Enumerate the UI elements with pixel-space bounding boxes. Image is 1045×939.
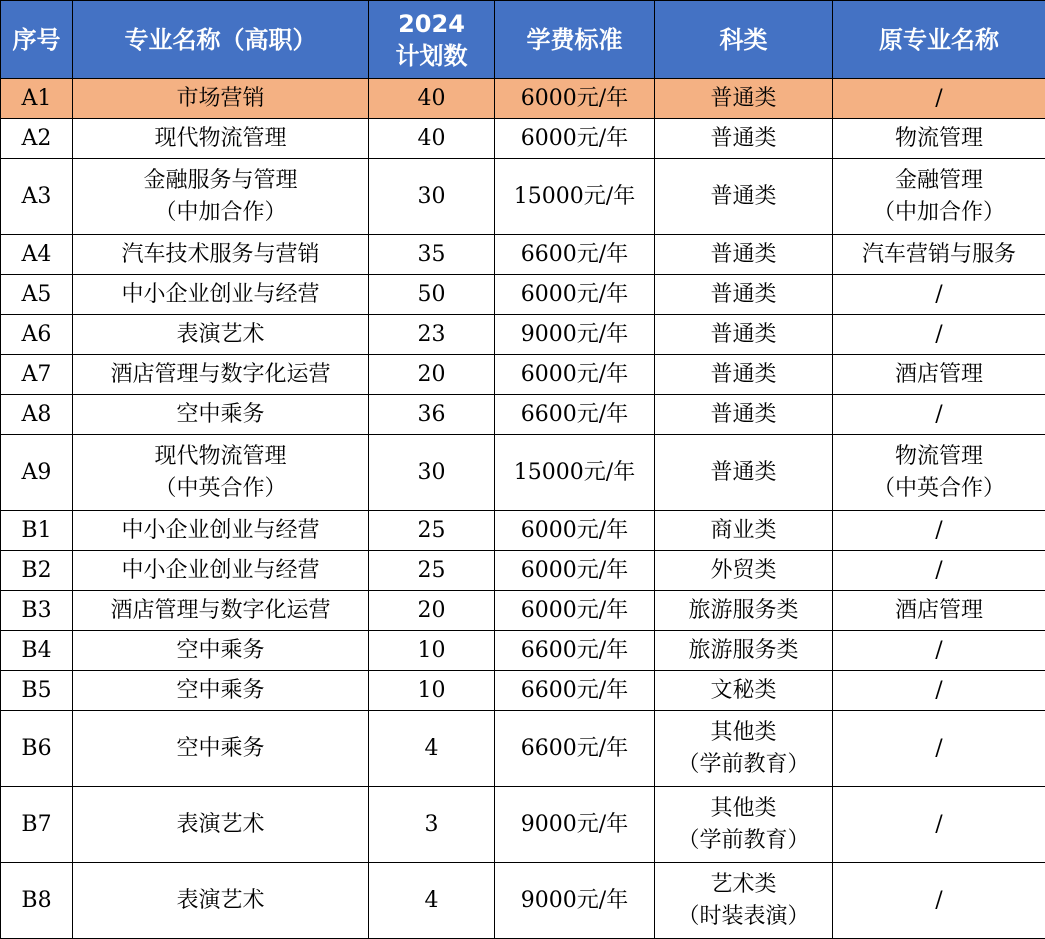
cell-major-name [73,711,369,787]
cell-major-name [73,355,369,395]
cell-major-name-text: 现代物流管理 [75,123,366,155]
cell-major-name [73,591,369,631]
cell-tuition-fee: 6000元/年 [495,275,655,315]
cell-category-text: 普通类 [657,181,830,213]
cell-tuition-fee: 6000元/年 [495,511,655,551]
cell-original-major [833,711,1045,787]
cell-category-text: 外贸类 [657,555,830,587]
cell-category [655,711,833,787]
cell-category-text: 普通类 [657,279,830,311]
cell-major-name-text: 酒店管理与数字化运营 [75,359,366,391]
cell-original-major-text: （中英合作） [835,473,1043,505]
cell-original-major [833,787,1045,863]
cell-plan-count: 4 [369,863,495,939]
cell-major-name [73,395,369,435]
cell-tuition-fee: 6600元/年 [495,631,655,671]
header-row [1,1,1045,79]
header-major-name [73,1,369,79]
cell-original-major-text: 酒店管理 [835,359,1043,391]
cell-category [655,315,833,355]
cell-original-major-text: 物流管理 [835,441,1043,473]
cell-tuition-fee: 15000元/年 [495,435,655,511]
cell-category-text: 普通类 [657,399,830,431]
cell-original-major [833,315,1045,355]
header-text: 原专业名称 [835,24,1043,56]
cell-tuition-fee: 6600元/年 [495,235,655,275]
cell-index: B7 [1,787,73,863]
cell-category-text: 其他类 [657,717,830,749]
cell-category-text: （学前教育） [657,825,830,857]
cell-category-text: 其他类 [657,793,830,825]
cell-index: A6 [1,315,73,355]
cell-original-major-text: / [835,809,1043,841]
header-text: 计划数 [371,40,492,72]
cell-tuition-fee: 6000元/年 [495,119,655,159]
cell-major-name-text: （中英合作） [75,473,366,505]
cell-tuition-fee: 9000元/年 [495,787,655,863]
cell-major-name [73,159,369,235]
cell-category [655,863,833,939]
table-header [1,1,1045,79]
cell-major-name-text: 酒店管理与数字化运营 [75,595,366,627]
cell-index: B2 [1,551,73,591]
table-row [1,551,1045,591]
cell-major-name [73,787,369,863]
cell-original-major-text: （中加合作） [835,197,1043,229]
table-row [1,511,1045,551]
table-row [1,395,1045,435]
table-row [1,671,1045,711]
cell-index: B6 [1,711,73,787]
cell-original-major-text: 金融管理 [835,165,1043,197]
cell-category [655,275,833,315]
cell-original-major [833,235,1045,275]
header-plan-count [369,1,495,79]
cell-plan-count: 10 [369,671,495,711]
header-text: 序号 [3,24,70,56]
cell-plan-count: 50 [369,275,495,315]
cell-category-text: 文秘类 [657,675,830,707]
cell-category-text: 普通类 [657,239,830,271]
cell-major-name-text: 表演艺术 [75,809,366,841]
cell-plan-count: 25 [369,511,495,551]
cell-original-major [833,435,1045,511]
cell-major-name [73,551,369,591]
cell-plan-count: 20 [369,355,495,395]
cell-tuition-fee: 6000元/年 [495,79,655,119]
cell-category-text: （学前教育） [657,749,830,781]
cell-major-name-text: 空中乘务 [75,675,366,707]
cell-original-major [833,159,1045,235]
cell-major-name-text: （中加合作） [75,197,366,229]
table-row [1,119,1045,159]
cell-original-major-text: / [835,83,1043,115]
table-row [1,631,1045,671]
cell-category-text: 旅游服务类 [657,595,830,627]
cell-original-major [833,395,1045,435]
cell-category [655,551,833,591]
cell-tuition-fee: 6600元/年 [495,671,655,711]
cell-original-major [833,631,1045,671]
cell-tuition-fee: 6600元/年 [495,711,655,787]
cell-major-name [73,315,369,355]
cell-original-major-text: / [835,515,1043,547]
cell-category [655,79,833,119]
cell-category-text: 普通类 [657,83,830,115]
table-row [1,863,1045,939]
cell-original-major [833,511,1045,551]
cell-major-name [73,671,369,711]
cell-original-major-text: / [835,279,1043,311]
cell-original-major [833,551,1045,591]
header-text: 2024 [371,8,492,40]
cell-major-name-text: 金融服务与管理 [75,165,366,197]
cell-plan-count: 30 [369,435,495,511]
cell-category-text: 普通类 [657,319,830,351]
cell-original-major-text: 汽车营销与服务 [835,239,1043,271]
cell-category-text: 艺术类 [657,869,830,901]
cell-original-major-text: / [835,885,1043,917]
cell-index: B8 [1,863,73,939]
cell-original-major [833,863,1045,939]
cell-major-name [73,863,369,939]
cell-plan-count: 35 [369,235,495,275]
table-row [1,355,1045,395]
cell-major-name [73,631,369,671]
cell-tuition-fee: 6600元/年 [495,395,655,435]
cell-major-name-text: 空中乘务 [75,733,366,765]
cell-major-name [73,79,369,119]
cell-original-major [833,591,1045,631]
cell-major-name-text: 汽车技术服务与营销 [75,239,366,271]
cell-tuition-fee: 15000元/年 [495,159,655,235]
cell-plan-count: 20 [369,591,495,631]
cell-original-major [833,355,1045,395]
cell-category-text: 旅游服务类 [657,635,830,667]
cell-original-major-text: / [835,675,1043,707]
cell-major-name-text: 表演艺术 [75,319,366,351]
cell-major-name [73,511,369,551]
cell-category [655,395,833,435]
table-row [1,159,1045,235]
table-row [1,235,1045,275]
cell-original-major-text: / [835,635,1043,667]
cell-major-name-text: 中小企业创业与经营 [75,515,366,547]
cell-plan-count: 36 [369,395,495,435]
cell-tuition-fee: 9000元/年 [495,863,655,939]
cell-original-major-text: / [835,399,1043,431]
cell-category [655,159,833,235]
cell-original-major-text: / [835,555,1043,587]
cell-tuition-fee: 6000元/年 [495,591,655,631]
cell-index: A9 [1,435,73,511]
cell-plan-count: 4 [369,711,495,787]
cell-index: B1 [1,511,73,551]
cell-index: B3 [1,591,73,631]
cell-plan-count: 40 [369,119,495,159]
cell-category-text: （时装表演） [657,901,830,933]
cell-index: A2 [1,119,73,159]
cell-major-name-text: 表演艺术 [75,885,366,917]
cell-tuition-fee: 6000元/年 [495,355,655,395]
cell-category [655,435,833,511]
cell-category-text: 普通类 [657,123,830,155]
cell-plan-count: 10 [369,631,495,671]
cell-category-text: 普通类 [657,457,830,489]
cell-major-name [73,235,369,275]
cell-major-name-text: 空中乘务 [75,399,366,431]
cell-index: A1 [1,79,73,119]
cell-category [655,671,833,711]
cell-major-name-text: 中小企业创业与经营 [75,279,366,311]
cell-original-major-text: 酒店管理 [835,595,1043,627]
cell-plan-count: 40 [369,79,495,119]
cell-index: A7 [1,355,73,395]
cell-plan-count: 30 [369,159,495,235]
cell-major-name-text: 空中乘务 [75,635,366,667]
cell-index: B5 [1,671,73,711]
cell-original-major [833,79,1045,119]
header-original-major [833,1,1045,79]
cell-major-name [73,435,369,511]
cell-index: A8 [1,395,73,435]
table-row [1,787,1045,863]
header-text: 学费标准 [497,24,652,56]
cell-plan-count: 25 [369,551,495,591]
cell-original-major [833,119,1045,159]
cell-index: A3 [1,159,73,235]
cell-tuition-fee: 6000元/年 [495,551,655,591]
cell-major-name [73,119,369,159]
header-index [1,1,73,79]
cell-original-major-text: / [835,319,1043,351]
cell-major-name-text: 现代物流管理 [75,441,366,473]
table-row [1,435,1045,511]
cell-original-major [833,671,1045,711]
cell-category-text: 商业类 [657,515,830,547]
table-row [1,591,1045,631]
cell-plan-count: 23 [369,315,495,355]
cell-major-name [73,275,369,315]
cell-category [655,119,833,159]
cell-category-text: 普通类 [657,359,830,391]
cell-category [655,591,833,631]
header-text: 专业名称（高职） [75,24,366,56]
table-row [1,315,1045,355]
cell-tuition-fee: 9000元/年 [495,315,655,355]
cell-index: B4 [1,631,73,671]
cell-category [655,787,833,863]
header-text: 科类 [657,24,830,56]
table-body [1,79,1045,939]
cell-category [655,355,833,395]
cell-original-major-text: / [835,733,1043,765]
cell-category [655,631,833,671]
cell-category [655,511,833,551]
cell-original-major-text: 物流管理 [835,123,1043,155]
table-row [1,275,1045,315]
cell-major-name-text: 中小企业创业与经营 [75,555,366,587]
table-row [1,711,1045,787]
cell-index: A5 [1,275,73,315]
header-category [655,1,833,79]
cell-plan-count: 3 [369,787,495,863]
cell-index: A4 [1,235,73,275]
header-tuition-fee [495,1,655,79]
cell-original-major [833,275,1045,315]
cell-category [655,235,833,275]
cell-major-name-text: 市场营销 [75,83,366,115]
table-row [1,79,1045,119]
